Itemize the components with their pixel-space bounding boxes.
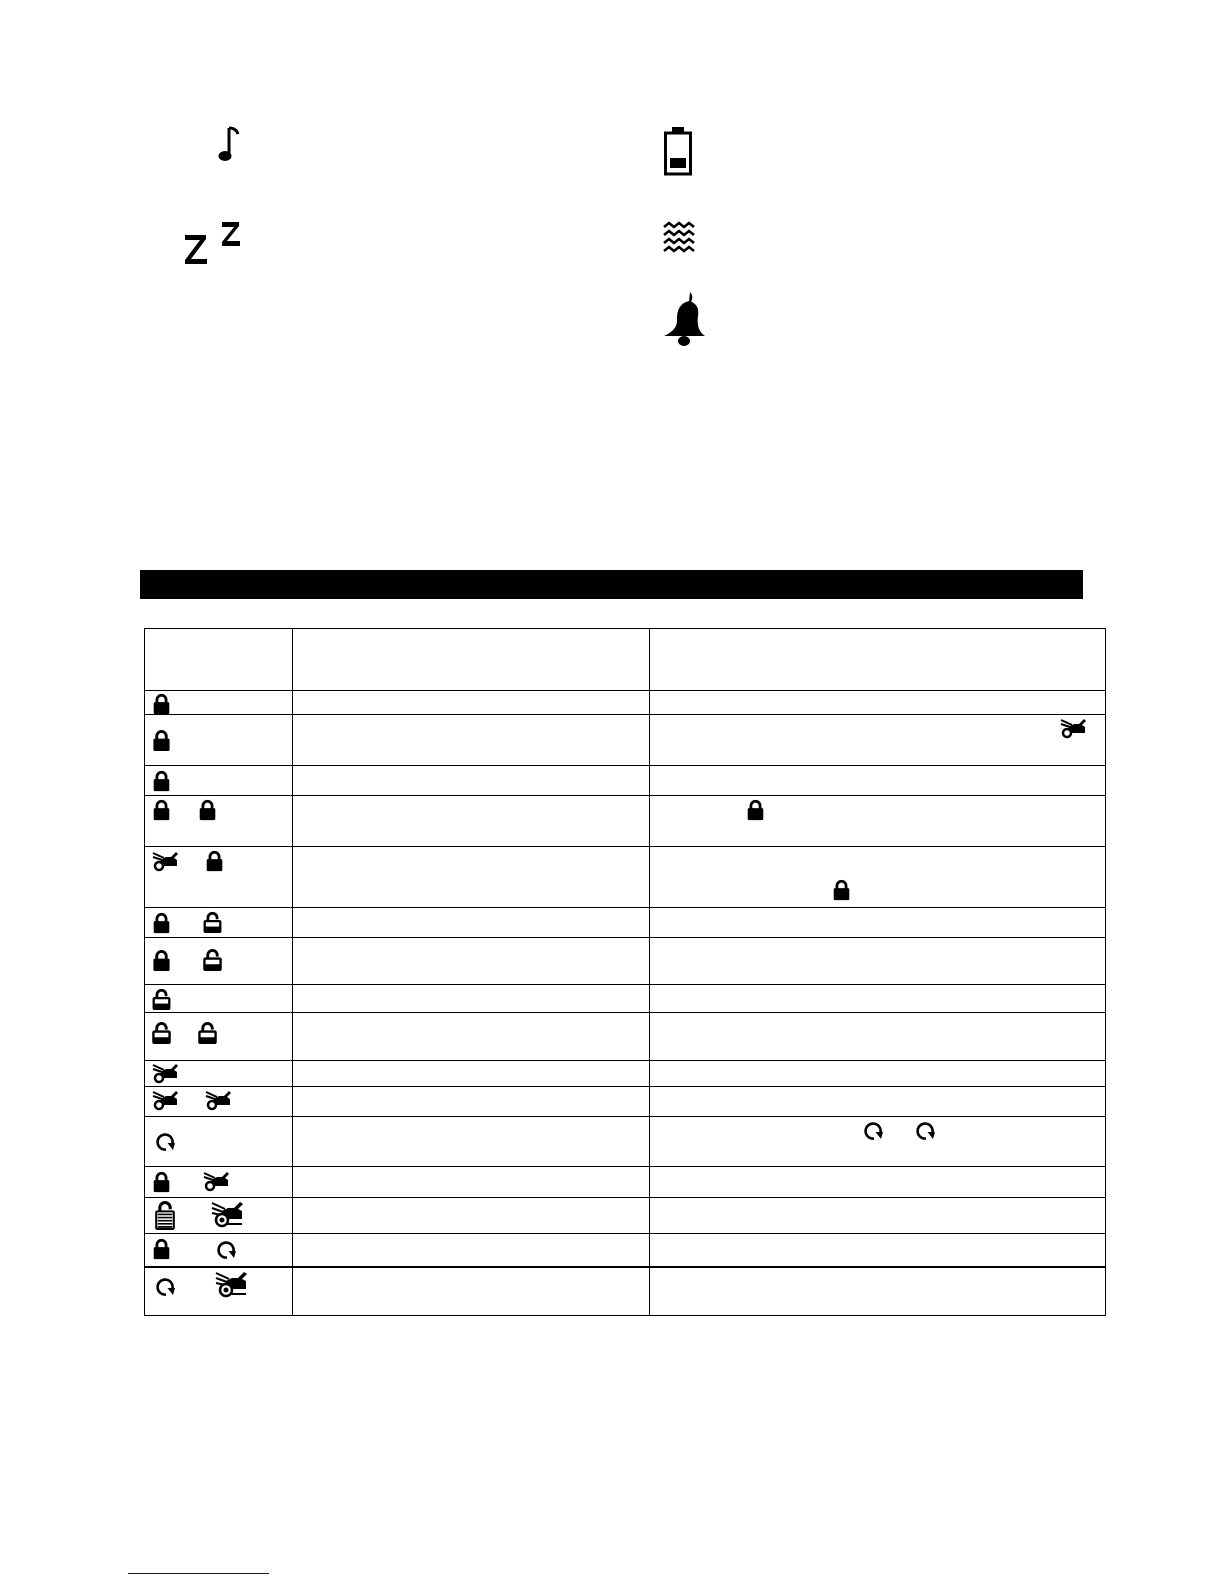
table-cell-icons — [145, 1086, 293, 1116]
table-cell-description — [293, 1086, 650, 1116]
status-table — [144, 628, 1106, 1316]
table-cell-icons — [145, 847, 293, 908]
lock-icon — [152, 949, 171, 972]
table-cell-notes — [650, 1197, 1106, 1233]
table-cell-notes — [650, 1060, 1106, 1086]
car-open-door-icon — [152, 1090, 180, 1112]
lock-icon — [152, 1238, 171, 1260]
table-row — [145, 908, 1106, 938]
table-cell-description — [293, 908, 650, 938]
battery-low-icon — [662, 125, 694, 177]
table-cell-description — [293, 938, 650, 985]
table-cell-icons — [145, 1116, 293, 1166]
table-cell-icons — [145, 691, 293, 715]
table-row — [145, 938, 1106, 985]
table-cell-notes — [650, 691, 1106, 715]
lock-icon — [205, 850, 224, 872]
table-header-cell — [145, 629, 293, 691]
lock-icon — [152, 912, 171, 934]
table-cell-icons — [145, 1233, 293, 1267]
table-cell-icons — [145, 1197, 293, 1233]
vibration-waves-icon — [662, 221, 698, 253]
table-row — [145, 766, 1106, 796]
table-row — [145, 847, 1106, 908]
car-alarm-icon — [211, 1200, 245, 1228]
lock-icon — [832, 879, 851, 901]
footer-link-underline — [128, 1573, 269, 1574]
unlock-icon — [152, 988, 171, 1010]
lock-icon — [746, 799, 765, 821]
table-cell-description — [293, 1060, 650, 1086]
table-cell-notes — [650, 796, 1106, 847]
table-cell-description — [293, 847, 650, 908]
lock-icon — [152, 799, 171, 821]
table-cell-notes — [650, 715, 1106, 766]
table-cell-description — [293, 715, 650, 766]
table-cell-icons — [145, 715, 293, 766]
remote-start-icon — [915, 1120, 937, 1142]
table-cell-notes — [650, 1267, 1106, 1315]
lock-icon — [152, 729, 171, 752]
table-cell-description — [293, 1166, 650, 1197]
remote-start-icon — [155, 1131, 177, 1153]
table-cell-notes — [650, 985, 1106, 1013]
table-cell-icons — [145, 796, 293, 847]
table-row — [145, 1267, 1106, 1315]
lock-icon — [152, 770, 171, 792]
table-cell-notes — [650, 938, 1106, 985]
music-note-icon — [214, 124, 244, 166]
table-cell-description — [293, 766, 650, 796]
car-alarm-icon — [215, 1270, 249, 1298]
table-row — [145, 985, 1106, 1013]
table-cell-icons — [145, 938, 293, 985]
unlock-icon — [203, 911, 222, 933]
table-cell-notes — [650, 1013, 1106, 1060]
table-cell-description — [293, 1267, 650, 1315]
car-open-door-icon — [152, 1063, 180, 1085]
table-cell-icons — [145, 1013, 293, 1060]
table-row — [145, 1166, 1106, 1197]
table-cell-icons — [145, 1166, 293, 1197]
car-open-door-icon — [203, 1171, 231, 1193]
table-cell-icons — [145, 766, 293, 796]
table-cell-description — [293, 985, 650, 1013]
remote-start-icon — [216, 1239, 238, 1261]
table-row — [145, 1233, 1106, 1267]
unlock-icon — [203, 948, 222, 971]
car-open-door-icon — [152, 851, 180, 873]
table-cell-notes — [650, 847, 1106, 908]
table-row — [145, 1116, 1106, 1166]
table-cell-notes — [650, 1116, 1106, 1166]
table-cell-icons — [145, 908, 293, 938]
car-open-door-icon — [1060, 718, 1088, 740]
table-row — [145, 715, 1106, 766]
table-cell-description — [293, 796, 650, 847]
lock-icon — [198, 799, 217, 821]
table-header-cell — [650, 629, 1106, 691]
remote-start-icon — [863, 1120, 885, 1142]
unlock-icon — [198, 1021, 217, 1044]
lock-icon — [152, 693, 171, 715]
table-cell-notes — [650, 1166, 1106, 1197]
unlock-icon — [152, 1021, 171, 1044]
table-cell-description — [293, 1197, 650, 1233]
table-row — [145, 691, 1106, 715]
table-cell-description — [293, 1233, 650, 1267]
table-row — [145, 1086, 1106, 1116]
remote-start-icon — [155, 1276, 177, 1298]
table-cell-notes — [650, 908, 1106, 938]
bell-icon — [660, 290, 710, 352]
sleep-zz-icon — [182, 219, 244, 267]
table-cell-notes — [650, 766, 1106, 796]
table-row — [145, 1197, 1106, 1233]
table-cell-notes — [650, 1086, 1106, 1116]
table-cell-description — [293, 691, 650, 715]
table-cell-notes — [650, 1233, 1106, 1267]
table-cell-icons — [145, 1267, 293, 1315]
lock-icon — [152, 1171, 171, 1193]
table-header-row — [145, 629, 1106, 691]
table-cell-icons — [145, 1060, 293, 1086]
table-row — [145, 796, 1106, 847]
table-row — [145, 1060, 1106, 1086]
car-open-door-icon — [205, 1090, 233, 1112]
section-header-bar — [140, 570, 1083, 599]
table-cell-description — [293, 1013, 650, 1060]
unlock-shaded-icon — [154, 1200, 176, 1231]
table-cell-description — [293, 1116, 650, 1166]
table-row — [145, 1013, 1106, 1060]
table-header-cell — [293, 629, 650, 691]
table-cell-icons — [145, 985, 293, 1013]
